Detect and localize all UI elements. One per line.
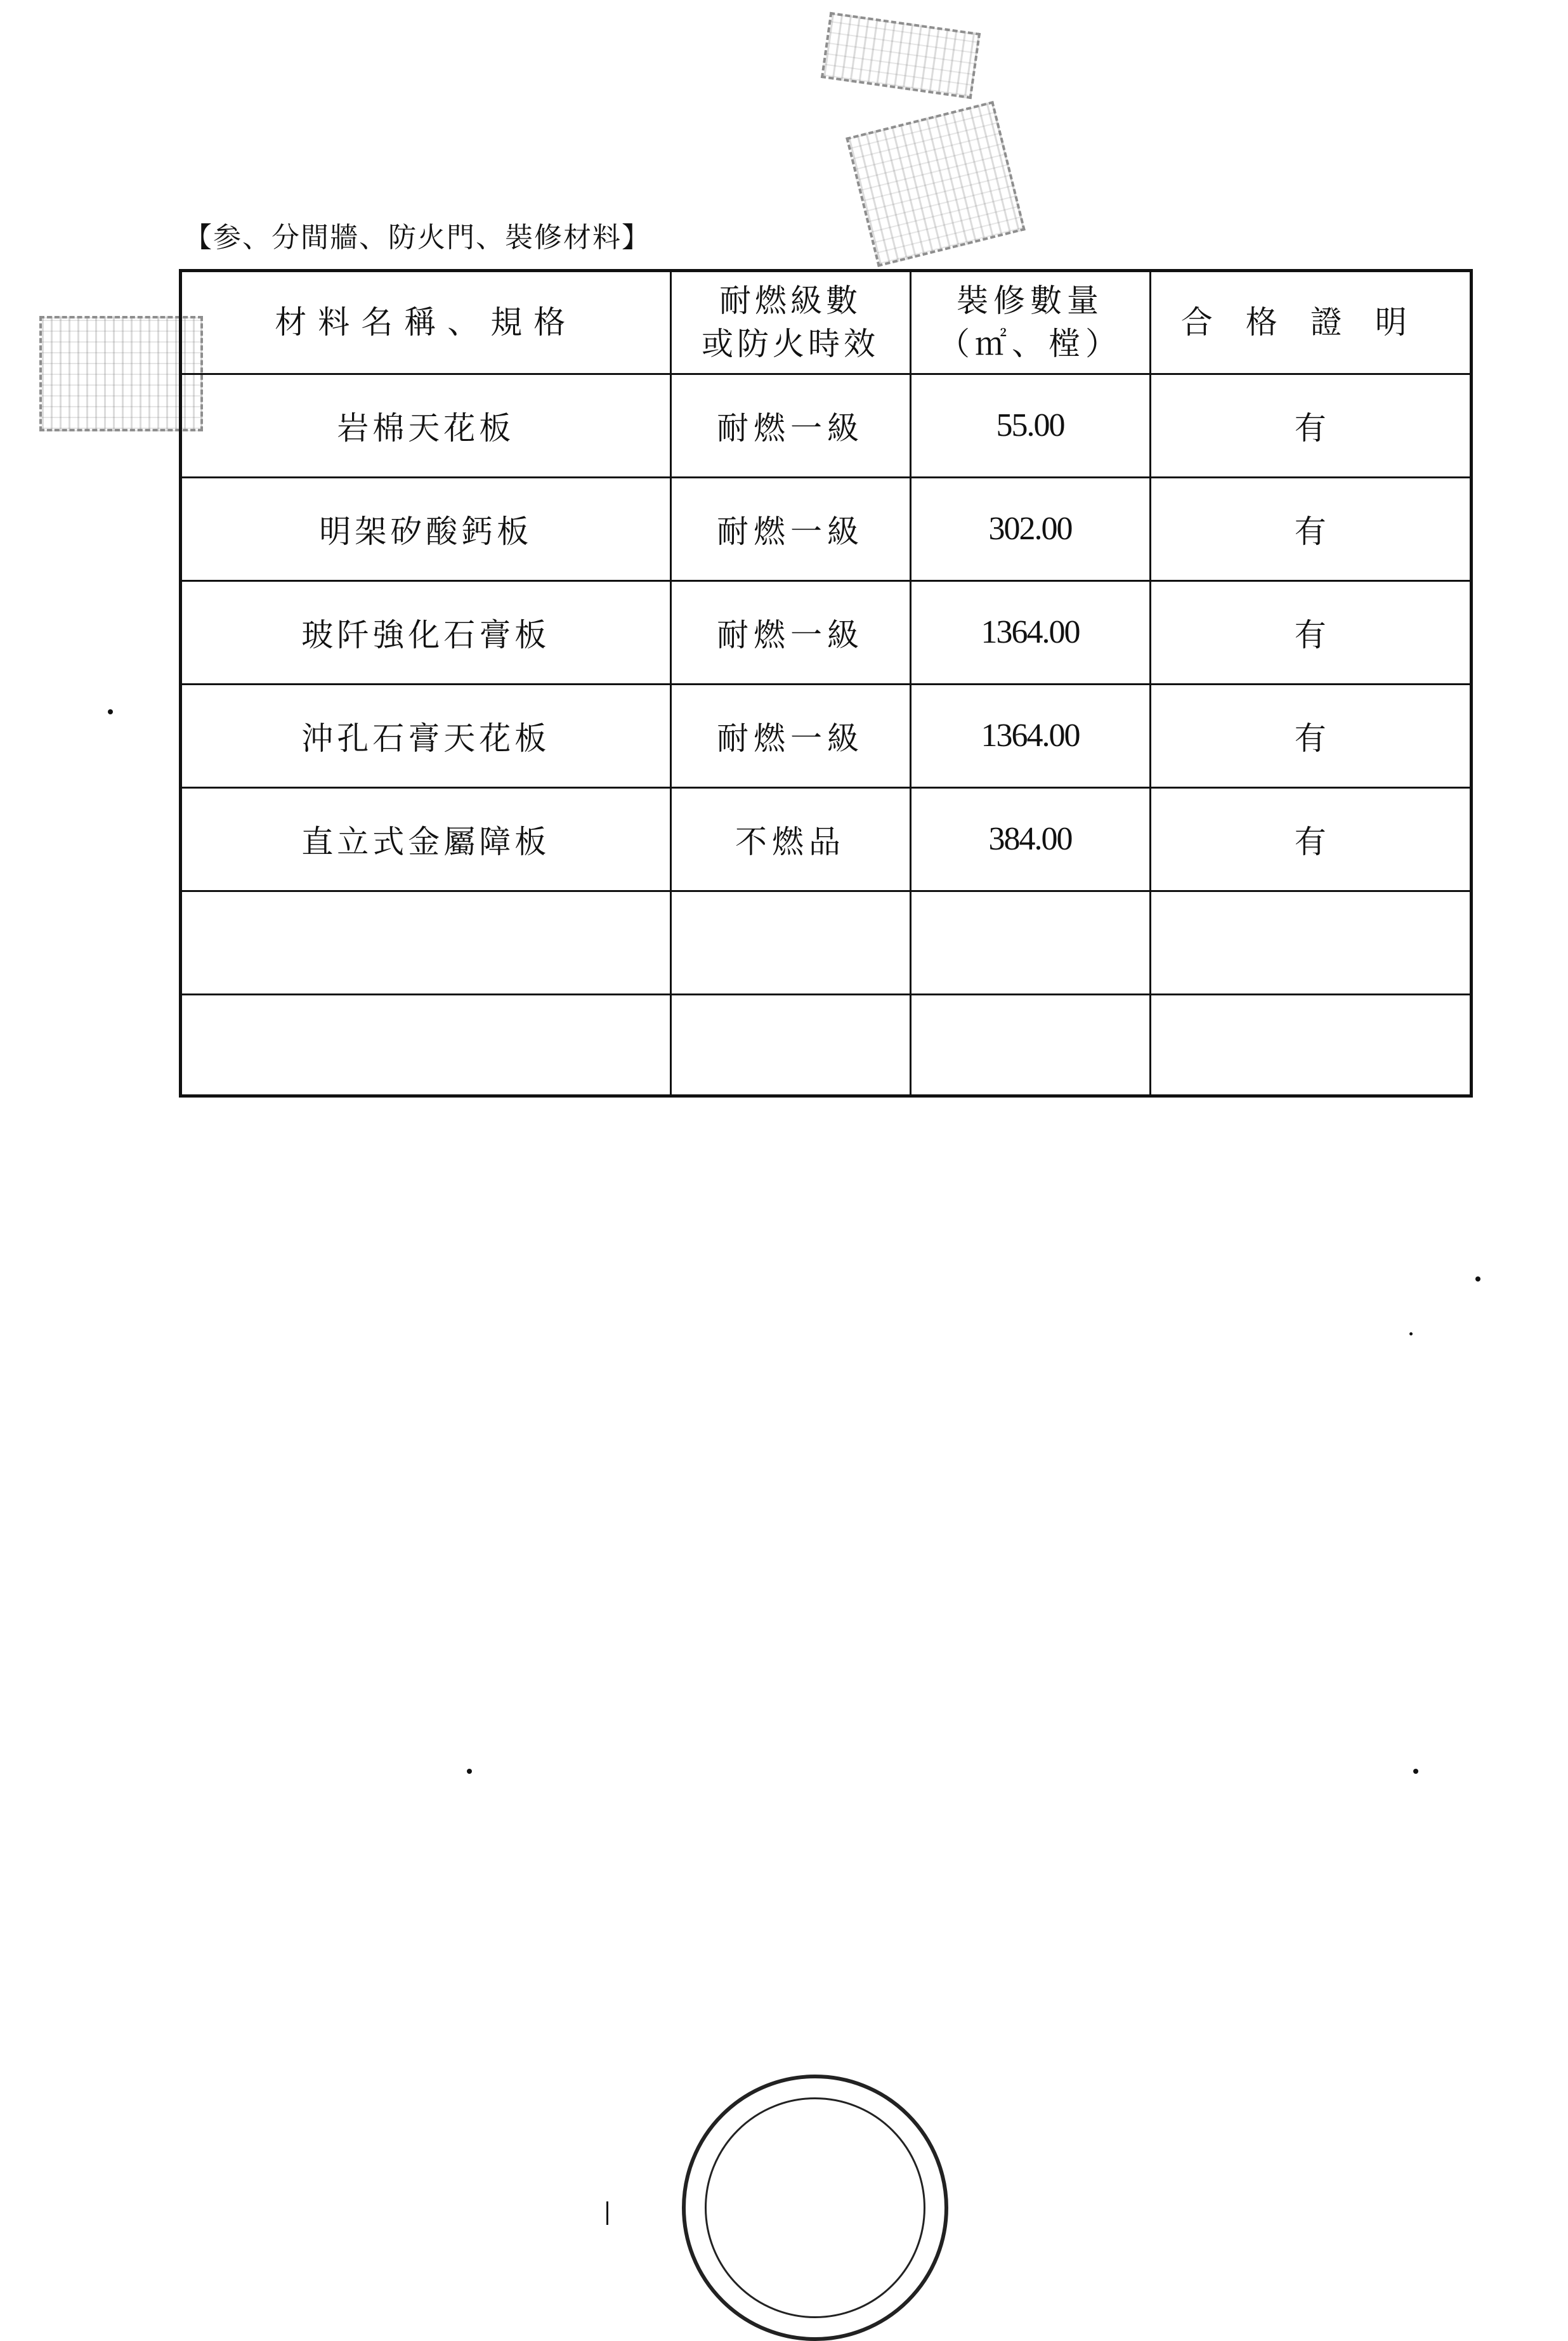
- cell-material-name: [182, 994, 670, 1098]
- table-row: [182, 580, 1470, 684]
- cell-quantity: 302.00: [910, 477, 1150, 580]
- cell-certificate: 有: [1150, 477, 1470, 580]
- scan-mark: [606, 2201, 608, 2225]
- cell-fire-rating: 耐燃一級: [670, 580, 910, 684]
- cell-certificate: 有: [1150, 374, 1470, 477]
- table-row: [182, 477, 1470, 580]
- cell-material-name: 沖孔石膏天花板: [182, 684, 670, 787]
- cell-certificate: [1150, 994, 1470, 1098]
- table-header-row: [182, 272, 1470, 374]
- cell-certificate: 有: [1150, 787, 1470, 891]
- cell-material-name: 玻阡強化石膏板: [182, 580, 670, 684]
- header-material-name: 材料名稱、規格: [182, 272, 670, 374]
- table-row: [182, 787, 1470, 891]
- official-seal-inner-ring: [705, 2097, 925, 2318]
- table-row: [182, 684, 1470, 787]
- table-row-empty: [182, 994, 1470, 1098]
- cell-fire-rating: 不燃品: [670, 787, 910, 891]
- table-row-empty: [182, 891, 1470, 994]
- official-seal: [682, 2075, 948, 2341]
- table-row: [182, 374, 1470, 477]
- header-fire-rating: [670, 272, 910, 374]
- cell-quantity: 1364.00: [910, 684, 1150, 787]
- approval-stamp-middle: [846, 101, 1026, 267]
- header-quantity-line1: 裝修數量: [957, 282, 1104, 320]
- cell-quantity: 384.00: [910, 787, 1150, 891]
- materials-table: [179, 269, 1473, 1098]
- cell-fire-rating: 耐燃一級: [670, 374, 910, 477]
- cell-fire-rating: 耐燃一級: [670, 684, 910, 787]
- approval-stamp-top: [821, 12, 981, 99]
- cell-material-name: 直立式金屬障板: [182, 787, 670, 891]
- cell-fire-rating: [670, 891, 910, 994]
- cell-certificate: 有: [1150, 684, 1470, 787]
- scan-speck: [1409, 1332, 1413, 1335]
- cell-material-name: 岩棉天花板: [182, 374, 670, 477]
- section-heading: 【参、分間牆、防火門、裝修材料】: [184, 221, 651, 254]
- cell-material-name: [182, 891, 670, 994]
- cell-quantity: 55.00: [910, 374, 1150, 477]
- cell-certificate: 有: [1150, 580, 1470, 684]
- header-certificate: 合格證明: [1150, 272, 1470, 374]
- header-quantity: [910, 272, 1150, 374]
- cell-certificate: [1150, 891, 1470, 994]
- header-fire-rating-line1: 耐燃級數: [719, 282, 861, 320]
- scan-speck: [108, 709, 113, 714]
- scan-speck: [1413, 1769, 1418, 1774]
- scan-speck: [1475, 1276, 1480, 1282]
- cell-quantity: 1364.00: [910, 580, 1150, 684]
- header-quantity-line2: （㎡、樘）: [938, 325, 1122, 363]
- scan-speck: [467, 1769, 472, 1774]
- cell-fire-rating: 耐燃一級: [670, 477, 910, 580]
- cell-quantity: [910, 994, 1150, 1098]
- header-fire-rating-line2: 或防火時效: [702, 325, 879, 363]
- cell-quantity: [910, 891, 1150, 994]
- cell-material-name: 明架矽酸鈣板: [182, 477, 670, 580]
- cell-fire-rating: [670, 994, 910, 1098]
